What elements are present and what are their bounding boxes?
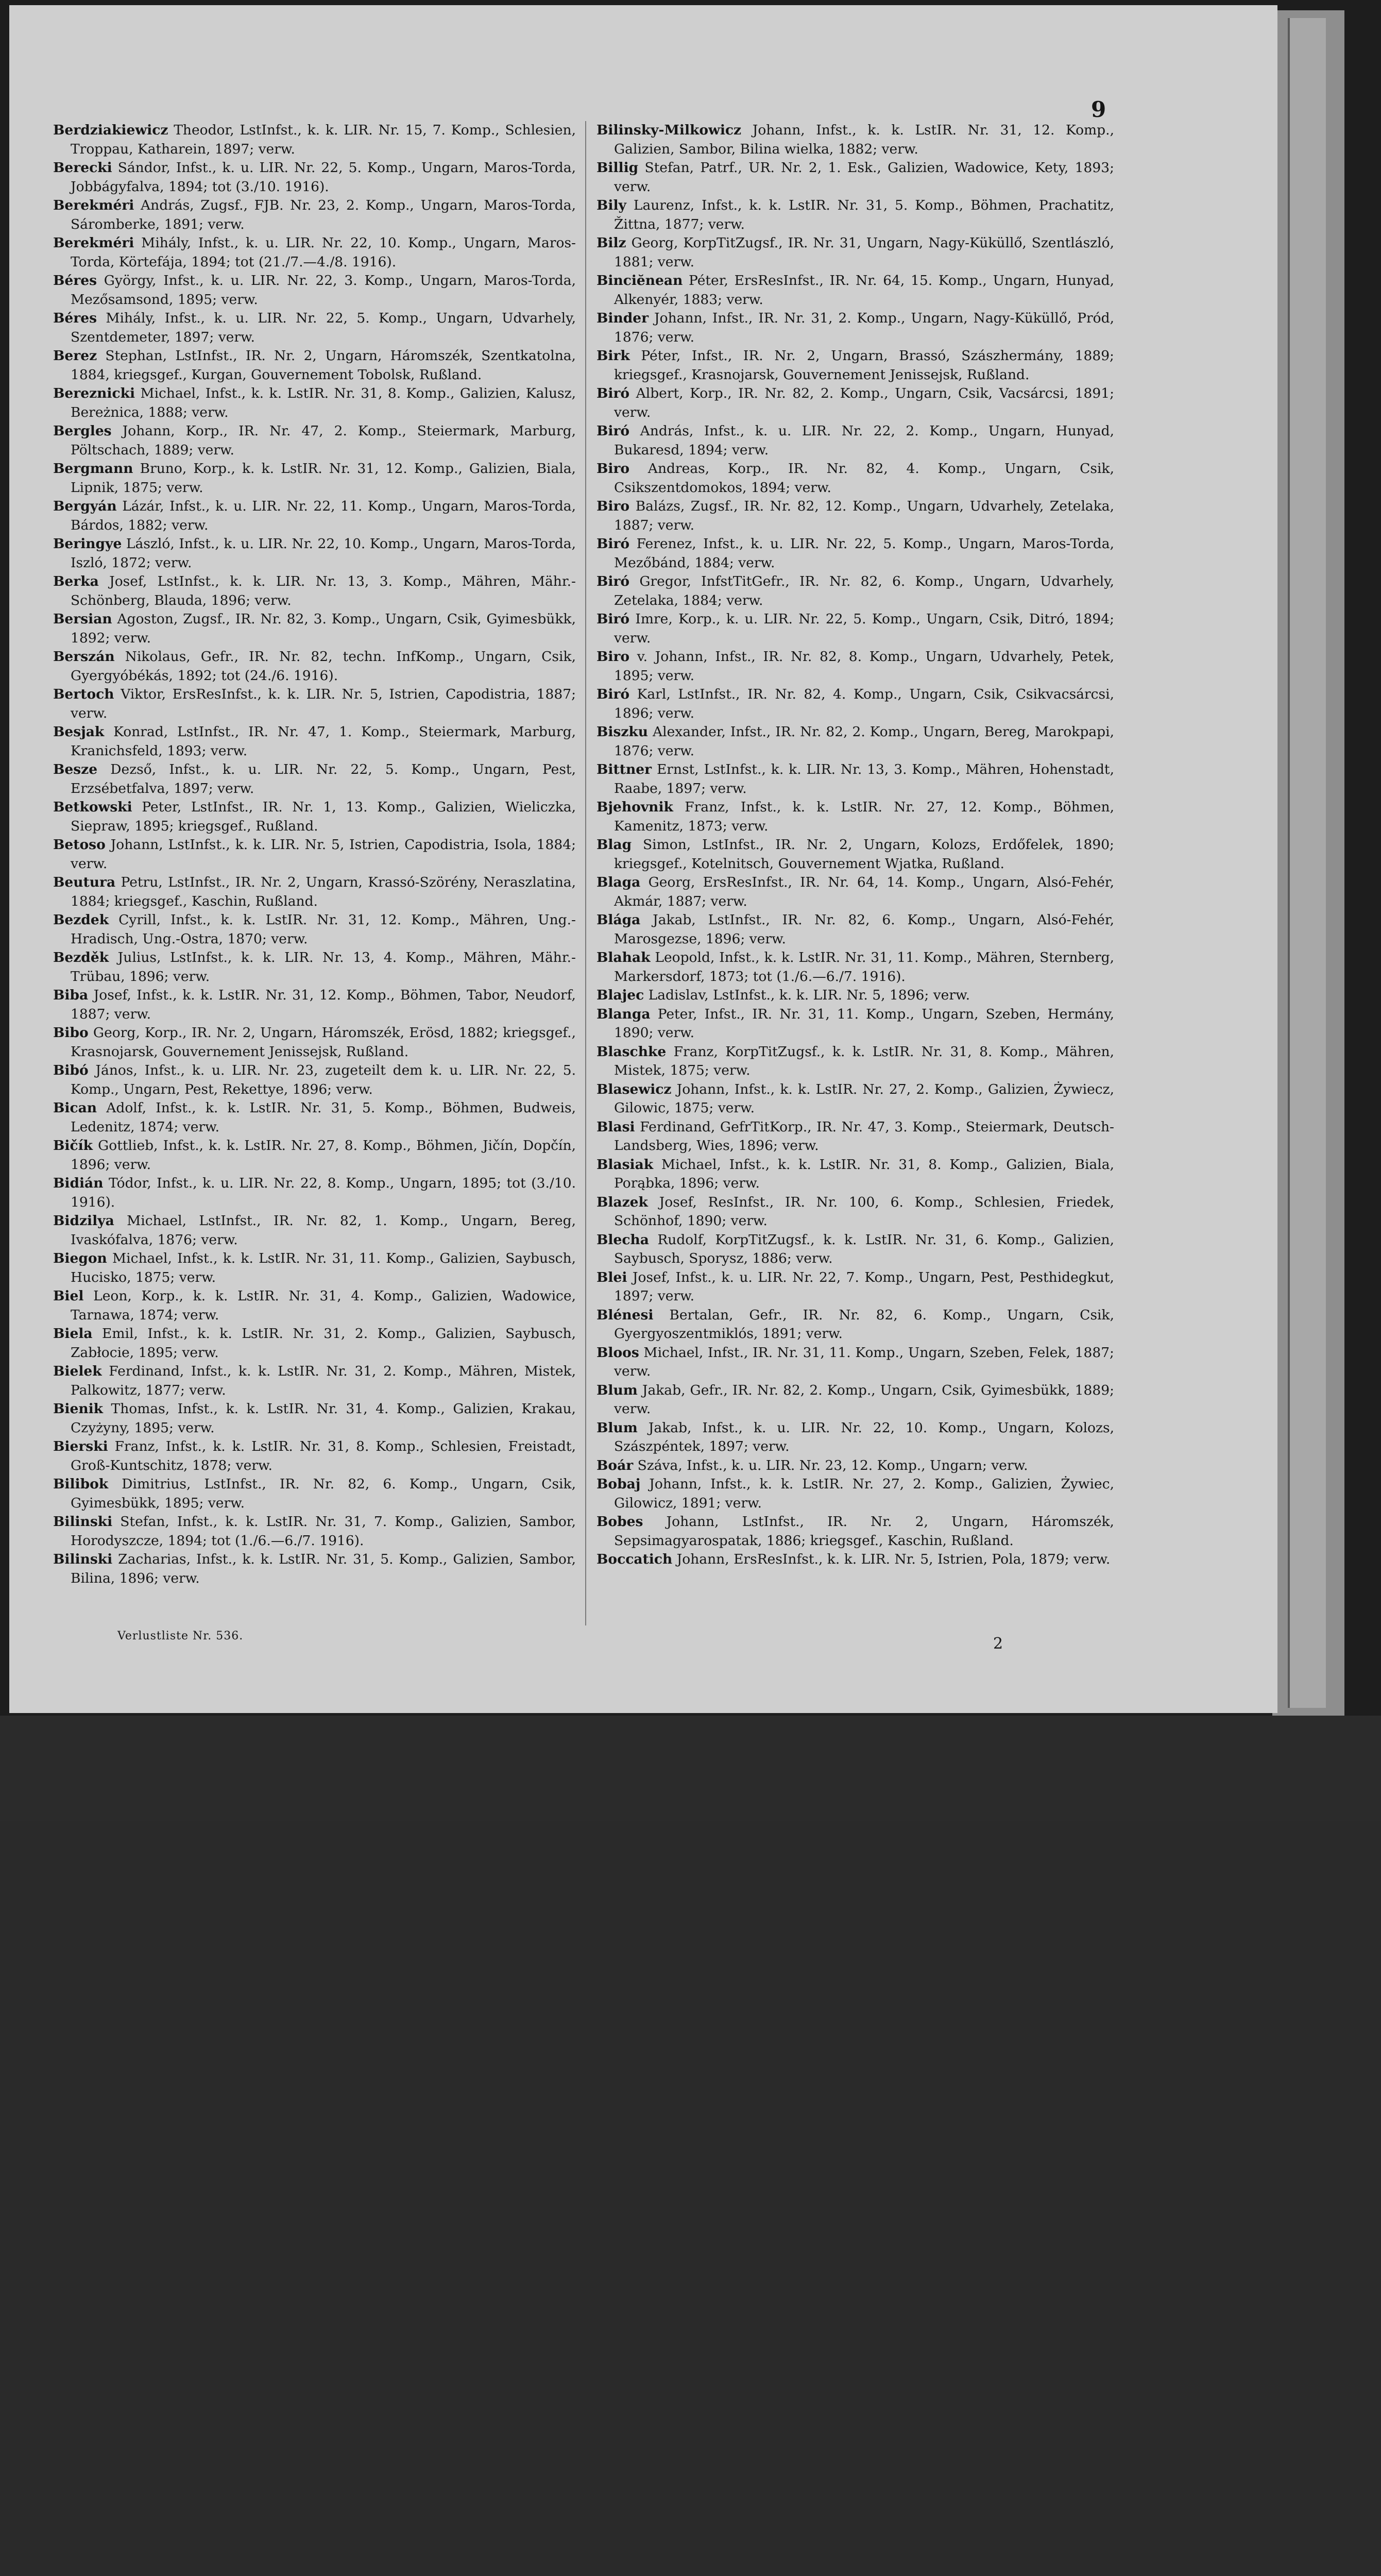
list-entry [53,948,576,986]
entry-details: Gregor, InfstTitGefr., IR. Nr. 82, 6. Komp., Ungarn, Udvarhely, Zetelaka, 1884; verw. [614,573,1114,608]
entry-details: Andreas, Korp., IR. Nr. 82, 4. Komp., Ungarn, Csik, Csikszentdomokos, 1894; verw. [614,461,1114,496]
list-entry [596,610,1114,648]
entry-surname: Béres [53,310,97,326]
entry-details: Péter, ErsResInfst., IR. Nr. 64, 15. Komp., Ungarn, Hunyad, Alkenyér, 1883; verw. [614,273,1114,308]
entry-details: Agoston, Zugsf., IR. Nr. 82, 3. Komp., Ungarn, Csik, Gyimesbükk, 1892; verw. [71,611,576,646]
list-entry [596,1381,1114,1419]
entry-details: Josef, Infst., k. k. LstIR. Nr. 31, 12. Komp., Böhmen, Tabor, Neudorf, 1887; verw. [71,987,576,1022]
list-entry [596,1080,1114,1118]
entry-details: Josef, LstInfst., k. k. LIR. Nr. 13, 3. Komp., Mähren, Mähr.-Schönberg, Blauda, 1896; verw. [71,573,576,608]
right-column [596,121,1114,1656]
list-entry [53,873,576,911]
list-entry [53,347,576,384]
entry-surname: Birk [596,348,630,364]
entry-details: Ernst, LstInfst., k. k. LIR. Nr. 13, 3. Komp., Mähren, Hohenstadt, Raabe, 1897; verw. [614,761,1114,796]
list-entry [53,309,576,347]
entry-surname: Berecki [53,160,112,176]
entry-surname: Biela [53,1326,93,1342]
entry-surname: Blága [596,912,641,928]
list-entry [596,497,1114,535]
entry-surname: Blanga [596,1006,651,1022]
list-entry [53,911,576,948]
list-entry [53,1061,576,1099]
entry-details: Konrad, LstInfst., IR. Nr. 47, 1. Komp., Steiermark, Marburg, Kranichsfeld, 1893; verw. [71,724,576,759]
entry-details: Balázs, Zugsf., IR. Nr. 82, 12. Komp., Ungarn, Udvarhely, Zetelaka, 1887; verw. [614,498,1114,533]
list-entry [596,196,1114,234]
entry-details: Petru, LstInfst., IR. Nr. 2, Ungarn, Krassó-Szörény, Neraszlatina, 1884; kriegsgef., Kaschin, Rußland. [71,874,576,909]
entry-surname: Bilinsky-Milkowicz [596,122,742,138]
entry-surname: Betoso [53,837,106,853]
entry-details: Ferenez, Infst., k. u. LIR. Nr. 22, 5. Komp., Ungarn, Maros-Torda, Mezőbánd, 1884; verw. [614,536,1114,571]
entry-details: Mihály, Infst., k. u. LIR. Nr. 22, 5. Komp., Ungarn, Udvarhely, Szentdemeter, 1897; verw. [71,310,576,345]
list-entry [596,309,1114,347]
entry-details: Dimitrius, LstInfst., IR. Nr. 82, 6. Komp., Ungarn, Csik, Gyimesbükk, 1895; verw. [71,1476,576,1511]
list-entry [53,1024,576,1061]
viewer-footer-bar [0,1716,1381,1821]
list-entry [596,1550,1114,1569]
entry-details: Stefan, Infst., k. k. LstIR. Nr. 31, 7. Komp., Galizien, Sambor, Horodyszcze, 1894; tot (1./6.—6./7. 1916). [71,1514,576,1549]
entry-details: András, Infst., k. u. LIR. Nr. 22, 2. Komp., Ungarn, Hunyad, Bukaresd, 1894; verw. [614,423,1114,458]
entry-details: András, Zugsf., FJB. Nr. 23, 2. Komp., Ungarn, Maros-Torda, Sáromberke, 1891; verw. [71,197,576,232]
entry-surname: Blaschke [596,1043,667,1060]
entry-details: Thomas, Infst., k. k. LstIR. Nr. 31, 4. Komp., Galizien, Krakau, Czyżyny, 1895; verw. [71,1401,576,1436]
entry-details: Julius, LstInfst., k. k. LIR. Nr. 13, 4. Komp., Mähren, Mähr.-Trübau, 1896; verw. [71,950,576,985]
list-entry [596,798,1114,836]
entry-details: Michael, Infst., k. k. LstIR. Nr. 31, 8. Komp., Galizien, Biala, Porąbka, 1896; verw. [614,1156,1114,1191]
entry-surname: Bilinski [53,1551,113,1567]
page-signature: 2 [993,1635,1003,1653]
list-entry [53,685,576,723]
entry-details: Michael, Infst., IR. Nr. 31, 11. Komp., Ungarn, Szeben, Felek, 1887; verw. [614,1344,1114,1379]
list-entry [596,1419,1114,1456]
entry-surname: Blum [596,1419,638,1436]
entry-details: Sándor, Infst., k. u. LIR. Nr. 22, 5. Komp., Ungarn, Maros-Torda, Jobbágyfalva, 1894; tot (3./10. 1916). [71,160,576,195]
entry-details: Dezső, Infst., k. u. LIR. Nr. 22, 5. Komp., Ungarn, Pest, Erzsébetfalva, 1897; verw. [71,761,576,796]
list-entry [596,911,1114,948]
entry-surname: Biba [53,987,89,1003]
entry-details: Adolf, Infst., k. k. LstIR. Nr. 31, 5. Komp., Böhmen, Budweis, Ledenitz, 1874; verw. [71,1100,576,1135]
entry-details: Leon, Korp., k. k. LstIR. Nr. 31, 4. Komp., Galizien, Wadowice, Tarnawa, 1874; verw. [71,1288,576,1323]
list-entry [53,1099,576,1137]
entry-surname: Blasi [596,1118,635,1135]
entry-details: Bertalan, Gefr., IR. Nr. 82, 6. Komp., Ungarn, Csik, Gyergyoszentmiklós, 1891; verw. [614,1307,1114,1342]
entry-details: Emil, Infst., k. k. LstIR. Nr. 31, 2. Komp., Galizien, Saybusch, Zabłocie, 1895; verw. [71,1326,576,1361]
scanned-page [9,5,1277,1713]
entry-details: Johann, Infst., k. k. LstIR. Nr. 27, 2. Komp., Galizien, Żywiec, Gilowicz, 1891; verw. [614,1476,1114,1511]
list-entry [596,384,1114,422]
entry-details: György, Infst., k. u. LIR. Nr. 22, 3. Komp., Ungarn, Maros-Torda, Mezősamsond, 1895; verw. [71,273,576,308]
entry-surname: Bobes [596,1514,643,1530]
entry-surname: Bergmann [53,461,133,477]
entry-details: Georg, KorpTitZugsf., IR. Nr. 31, Ungarn, Nagy-Küküllő, Szentlászló, 1881; verw. [614,235,1114,270]
list-entry [53,497,576,535]
entry-details: Gottlieb, Infst., k. k. LstIR. Nr. 27, 8. Komp., Böhmen, Jičín, Dopčín, 1896; verw. [71,1138,576,1173]
entry-details: János, Infst., k. u. LIR. Nr. 23, zugeteilt dem k. u. LIR. Nr. 22, 5. Komp., Ungarn, Pest, Rekettye, 1896; verw. [71,1062,576,1097]
entry-surname: Boccatich [596,1551,673,1567]
entry-surname: Béres [53,273,97,289]
entry-details: Josef, ResInfst., IR. Nr. 100, 6. Komp., Schlesien, Friedek, Schönhof, 1890; verw. [614,1194,1114,1229]
list-entry [53,798,576,836]
list-entry [596,1118,1114,1156]
list-entry [53,1550,576,1588]
entry-details: Tódor, Infst., k. u. LIR. Nr. 22, 8. Komp., Ungarn, 1895; tot (3./10. 1916). [71,1175,576,1210]
entry-surname: Bobaj [596,1476,641,1492]
entry-surname: Bezdek [53,912,109,928]
entry-surname: Bilz [596,235,626,251]
list-entry [53,1287,576,1325]
entry-details: Michael, Infst., k. k. LstIR. Nr. 31, 8. Komp., Galizien, Kalusz, Bereżnica, 1888; verw. [71,385,576,420]
list-entry [53,1475,576,1513]
entry-details: Jakab, Infst., k. u. LIR. Nr. 22, 10. Komp., Ungarn, Kolozs, Szászpéntek, 1897; verw. [614,1419,1114,1454]
entry-surname: Besze [53,761,98,777]
entry-surname: Biró [596,385,630,401]
entry-surname: Biro [596,461,630,477]
entry-surname: Biel [53,1288,84,1304]
list-entry [596,1306,1114,1344]
list-entry [53,1400,576,1437]
list-entry [53,1325,576,1362]
list-entry [596,760,1114,798]
list-entry [53,272,576,309]
entry-details: Johann, Infst., IR. Nr. 31, 2. Komp., Ungarn, Nagy-Küküllő, Pród, 1876; verw. [614,310,1114,345]
entry-details: Bruno, Korp., k. k. LstIR. Nr. 31, 12. Komp., Galizien, Biala, Lipnik, 1875; verw. [71,461,576,496]
list-entry [53,422,576,460]
list-entry [596,1513,1114,1550]
entry-surname: Binder [596,310,649,326]
entry-details: Stephan, LstInfst., IR. Nr. 2, Ungarn, Háromszék, Szentkatolna, 1884, kriegsgef., Kurgan, Gouvernement Tobolsk, Rußland. [71,348,576,383]
list-entry [596,1344,1114,1381]
entry-surname: Bily [596,197,626,213]
entry-surname: Bezděk [53,950,109,965]
list-entry [53,384,576,422]
list-entry [53,760,576,798]
list-entry [596,723,1114,760]
list-entry [53,460,576,497]
entry-surname: Blasiak [596,1156,654,1173]
entry-details: Johann, LstInfst., k. k. LIR. Nr. 5, Istrien, Capodistria, Isola, 1884; verw. [71,837,576,872]
entry-surname: Biró [596,423,630,439]
list-entry [53,121,576,159]
entry-surname: Binciĕnean [596,273,683,289]
list-entry [596,572,1114,610]
entry-details: Péter, Infst., IR. Nr. 2, Ungarn, Brassó, Szászhermány, 1889; kriegsgef., Krasnojarsk, Gouvernement Jenissejsk, Rußland. [614,348,1114,383]
list-entry [596,1268,1114,1306]
entry-details: Mihály, Infst., k. u. LIR. Nr. 22, 10. Komp., Ungarn, Maros-Torda, Körtefája, 1894; tot (21./7.—4./8. 1916). [71,235,576,270]
list-entry [53,1513,576,1550]
entry-surname: Bittner [596,761,652,777]
list-entry [53,1212,576,1249]
entry-details: v. Johann, Infst., IR. Nr. 82, 8. Komp., Ungarn, Udvarhely, Petek, 1895; verw. [614,649,1114,684]
list-entry [53,1437,576,1475]
list-entry [596,1193,1114,1231]
entry-surname: Berekméri [53,197,134,213]
entry-surname: Bibo [53,1025,89,1041]
entry-surname: Blajec [596,987,644,1003]
page-stack-edge-inner [1288,18,1326,1708]
entry-details: Simon, LstInfst., IR. Nr. 2, Ungarn, Kolozs, Erdőfelek, 1890; kriegsgef., Kotelnitsch, Gouvernement Wjatka, Rußland. [614,837,1114,872]
entry-surname: Bierski [53,1438,108,1454]
entry-details: Georg, Korp., IR. Nr. 2, Ungarn, Háromszék, Erösd, 1882; kriegsgef., Krasnojarsk, Gouvernement Jenissejsk, Rußland. [71,1025,576,1060]
entry-surname: Blei [596,1269,627,1285]
entry-details: Michael, LstInfst., IR. Nr. 82, 1. Komp., Ungarn, Bereg, Ivaskófalva, 1876; verw. [71,1213,576,1248]
left-column [53,121,576,1708]
entry-surname: Blahak [596,950,651,965]
entry-details: Ladislav, LstInfst., k. k. LIR. Nr. 5, 1896; verw. [644,987,970,1003]
list-entry [53,535,576,572]
entry-details: Johann, ErsResInfst., k. k. LIR. Nr. 5, Istrien, Pola, 1879; verw. [672,1551,1111,1567]
entry-surname: Bergyán [53,498,117,514]
entry-details: Johann, LstInfst., IR. Nr. 2, Ungarn, Háromszék, Sepsimagyarospatak, 1886; kriegsgef., Kaschin, Rußland. [614,1514,1114,1549]
entry-surname: Blasewicz [596,1081,672,1097]
column-divider [585,121,586,1625]
entry-surname: Boár [596,1457,634,1473]
entry-details: Johann, Korp., IR. Nr. 47, 2. Komp., Steiermark, Marburg, Pöltschach, 1889; verw. [71,423,576,458]
list-entry [596,460,1114,497]
entry-details: Albert, Korp., IR. Nr. 82, 2. Komp., Ungarn, Csik, Vacsárcsi, 1891; verw. [614,385,1114,420]
list-entry [53,234,576,272]
list-entry [596,347,1114,384]
list-entry [596,535,1114,572]
list-entry [53,1249,576,1287]
list-entry [596,873,1114,911]
list-entry [53,723,576,760]
entry-details: Jakab, Gefr., IR. Nr. 82, 2. Komp., Ungarn, Csik, Gyimesbükk, 1889; verw. [614,1382,1114,1417]
entry-surname: Bersian [53,611,112,627]
entry-surname: Betkowski [53,799,132,815]
entry-surname: Blénesi [596,1307,654,1323]
list-entry [53,159,576,196]
entry-surname: Bloos [596,1344,639,1361]
entry-surname: Bibó [53,1062,89,1078]
entry-surname: Biegon [53,1250,107,1266]
entry-surname: Beringye [53,536,122,552]
entry-details: Lázár, Infst., k. u. LIR. Nr. 22, 11. Komp., Ungarn, Maros-Torda, Bárdos, 1882; verw. [71,498,576,533]
entry-surname: Berekméri [53,235,134,251]
entry-details: Alexander, Infst., IR. Nr. 82, 2. Komp., Ungarn, Bereg, Marokpapi, 1876; verw. [614,724,1114,759]
list-entry [596,685,1114,723]
list-entry [53,1174,576,1212]
list-entry [596,1043,1114,1080]
entry-surname: Blag [596,837,632,853]
entry-details: Ferdinand, Infst., k. k. LstIR. Nr. 31, 2. Komp., Mähren, Mistek, Palkowitz, 1877; verw. [71,1363,576,1398]
entry-surname: Blecha [596,1231,649,1248]
entry-surname: Biró [596,611,630,627]
list-entry [53,572,576,610]
entry-details: Peter, Infst., IR. Nr. 31, 11. Komp., Ungarn, Szeben, Hermány, 1890; verw. [614,1006,1114,1041]
entry-details: Theodor, LstInfst., k. k. LIR. Nr. 15, 7. Komp., Schlesien, Troppau, Katharein, 1897; verw. [71,122,576,157]
entry-details: Michael, Infst., k. k. LstIR. Nr. 31, 11. Komp., Galizien, Saybusch, Hucisko, 1875; verw. [71,1250,576,1285]
entry-details: Cyrill, Infst., k. k. LstIR. Nr. 31, 12. Komp., Mähren, Ung.-Hradisch, Ung.-Ostra, 1870; verw. [71,912,576,947]
entry-details: Zacharias, Infst., k. k. LstIR. Nr. 31, 5. Komp., Galizien, Sambor, Bilina, 1896; verw. [71,1551,576,1586]
entry-surname: Bilibok [53,1476,109,1492]
page-number: 9 [1091,97,1106,122]
list-entry [53,986,576,1024]
list-entry [53,648,576,685]
entry-surname: Berka [53,573,99,589]
entry-surname: Biro [596,649,630,665]
list-entry [596,1475,1114,1513]
entry-details: Viktor, ErsResInfst., k. k. LIR. Nr. 5, Istrien, Capodistria, 1887; verw. [71,686,576,721]
list-entry [596,1005,1114,1043]
entry-surname: Biró [596,686,630,702]
list-entry [596,234,1114,272]
entry-details: Johann, Infst., k. k. LstIR. Nr. 27, 2. Komp., Galizien, Żywiecz, Gilowic, 1875; verw. [614,1081,1114,1116]
entry-details: Peter, LstInfst., IR. Nr. 1, 13. Komp., Galizien, Wieliczka, Siepraw, 1895; kriegsgef., Rußland. [71,799,576,834]
list-entry [596,948,1114,986]
entry-details: Laurenz, Infst., k. k. LstIR. Nr. 31, 5. Komp., Böhmen, Prachatitz, Žittna, 1877; verw. [614,197,1114,232]
list-entry [596,121,1114,159]
entry-surname: Biró [596,536,630,552]
entry-surname: Bilinski [53,1514,113,1530]
entry-details: Franz, Infst., k. k. LstIR. Nr. 31, 8. Komp., Schlesien, Freistadt, Groß-Kuntschitz, 1878; verw. [71,1438,576,1473]
entry-surname: Blum [596,1382,638,1398]
entry-details: Leopold, Infst., k. k. LstIR. Nr. 31, 11. Komp., Mähren, Sternberg, Markersdorf, 1873; tot (1./6.—6./7. 1916). [614,950,1114,985]
entry-surname: Besjak [53,724,105,740]
entry-details: Karl, LstInfst., IR. Nr. 82, 4. Komp., Ungarn, Csik, Csikvacsárcsi, 1896; verw. [614,686,1114,721]
entry-surname: Bjehovnik [596,799,673,815]
list-entry [53,1362,576,1400]
entry-surname: Blazek [596,1194,648,1210]
entry-details: Rudolf, KorpTitZugsf., k. k. LstIR. Nr. 31, 6. Komp., Galizien, Saybusch, Sporysz, 1886; verw. [614,1231,1114,1266]
entry-surname: Bertoch [53,686,114,702]
entry-surname: Beutura [53,874,116,890]
entry-surname: Billig [596,160,639,176]
entry-details: Josef, Infst., k. u. LIR. Nr. 22, 7. Komp., Ungarn, Pest, Pesthidegkut, 1897; verw. [614,1269,1114,1304]
entry-surname: Bielek [53,1363,102,1379]
entry-details: Johann, Infst., k. k. LstIR. Nr. 31, 12. Komp., Galizien, Sambor, Bilina wielka, 1882; verw. [614,122,1114,157]
list-entry [596,986,1114,1005]
footer-reference: Verlustliste Nr. 536. [117,1630,244,1642]
entry-details: Franz, KorpTitZugsf., k. k. LstIR. Nr. 31, 8. Komp., Mähren, Mistek, 1875; verw. [614,1043,1114,1078]
entry-surname: Bergles [53,423,112,439]
entry-surname: Biró [596,573,630,589]
list-entry [596,1456,1114,1476]
entry-details: Stefan, Patrf., UR. Nr. 2, 1. Esk., Galizien, Wadowice, Kety, 1893; verw. [614,160,1114,195]
entry-surname: Bereznicki [53,385,135,401]
entry-surname: Biszku [596,724,649,740]
list-entry [53,610,576,648]
entry-surname: Berez [53,348,97,364]
entry-details: Nikolaus, Gefr., IR. Nr. 82, techn. InfKomp., Ungarn, Csik, Gyergyóbékás, 1892; tot (24./6. 1916). [71,649,576,684]
entry-surname: Bidzilya [53,1213,114,1229]
list-entry [53,1137,576,1174]
entry-details: Georg, ErsResInfst., IR. Nr. 64, 14. Komp., Ungarn, Alsó-Fehér, Akmár, 1887; verw. [614,874,1114,909]
entry-surname: Berszán [53,649,115,665]
entry-details: Franz, Infst., k. k. LstIR. Nr. 27, 12. Komp., Böhmen, Kamenitz, 1873; verw. [614,799,1114,834]
entry-surname: Bičík [53,1138,93,1154]
list-entry [53,196,576,234]
entry-details: Ferdinand, GefrTitKorp., IR. Nr. 47, 3. Komp., Steiermark, Deutsch-Landsberg, Wies, 1896; verw. [614,1118,1114,1154]
entry-surname: Bienik [53,1401,104,1417]
entry-details: László, Infst., k. u. LIR. Nr. 22, 10. Komp., Ungarn, Maros-Torda, Iszló, 1872; verw. [71,536,576,571]
entry-surname: Bidián [53,1175,104,1191]
entry-surname: Bican [53,1100,97,1116]
entry-surname: Blaga [596,874,641,890]
entry-details: Imre, Korp., k. u. LIR. Nr. 22, 5. Komp., Ungarn, Csik, Ditró, 1894; verw. [614,611,1114,646]
entry-details: Száva, Infst., k. u. LIR. Nr. 23, 12. Komp., Ungarn; verw. [633,1457,1028,1473]
list-entry [596,159,1114,196]
entry-surname: Biro [596,498,630,514]
list-entry [596,648,1114,685]
list-entry [53,836,576,873]
list-entry [596,836,1114,873]
list-entry [596,272,1114,309]
entry-details: Jakab, LstInfst., IR. Nr. 82, 6. Komp., Ungarn, Alsó-Fehér, Marosgezse, 1896; verw. [614,912,1114,947]
list-entry [596,422,1114,460]
entry-surname: Berdziakiewicz [53,122,168,138]
list-entry [596,1156,1114,1193]
list-entry [596,1231,1114,1268]
